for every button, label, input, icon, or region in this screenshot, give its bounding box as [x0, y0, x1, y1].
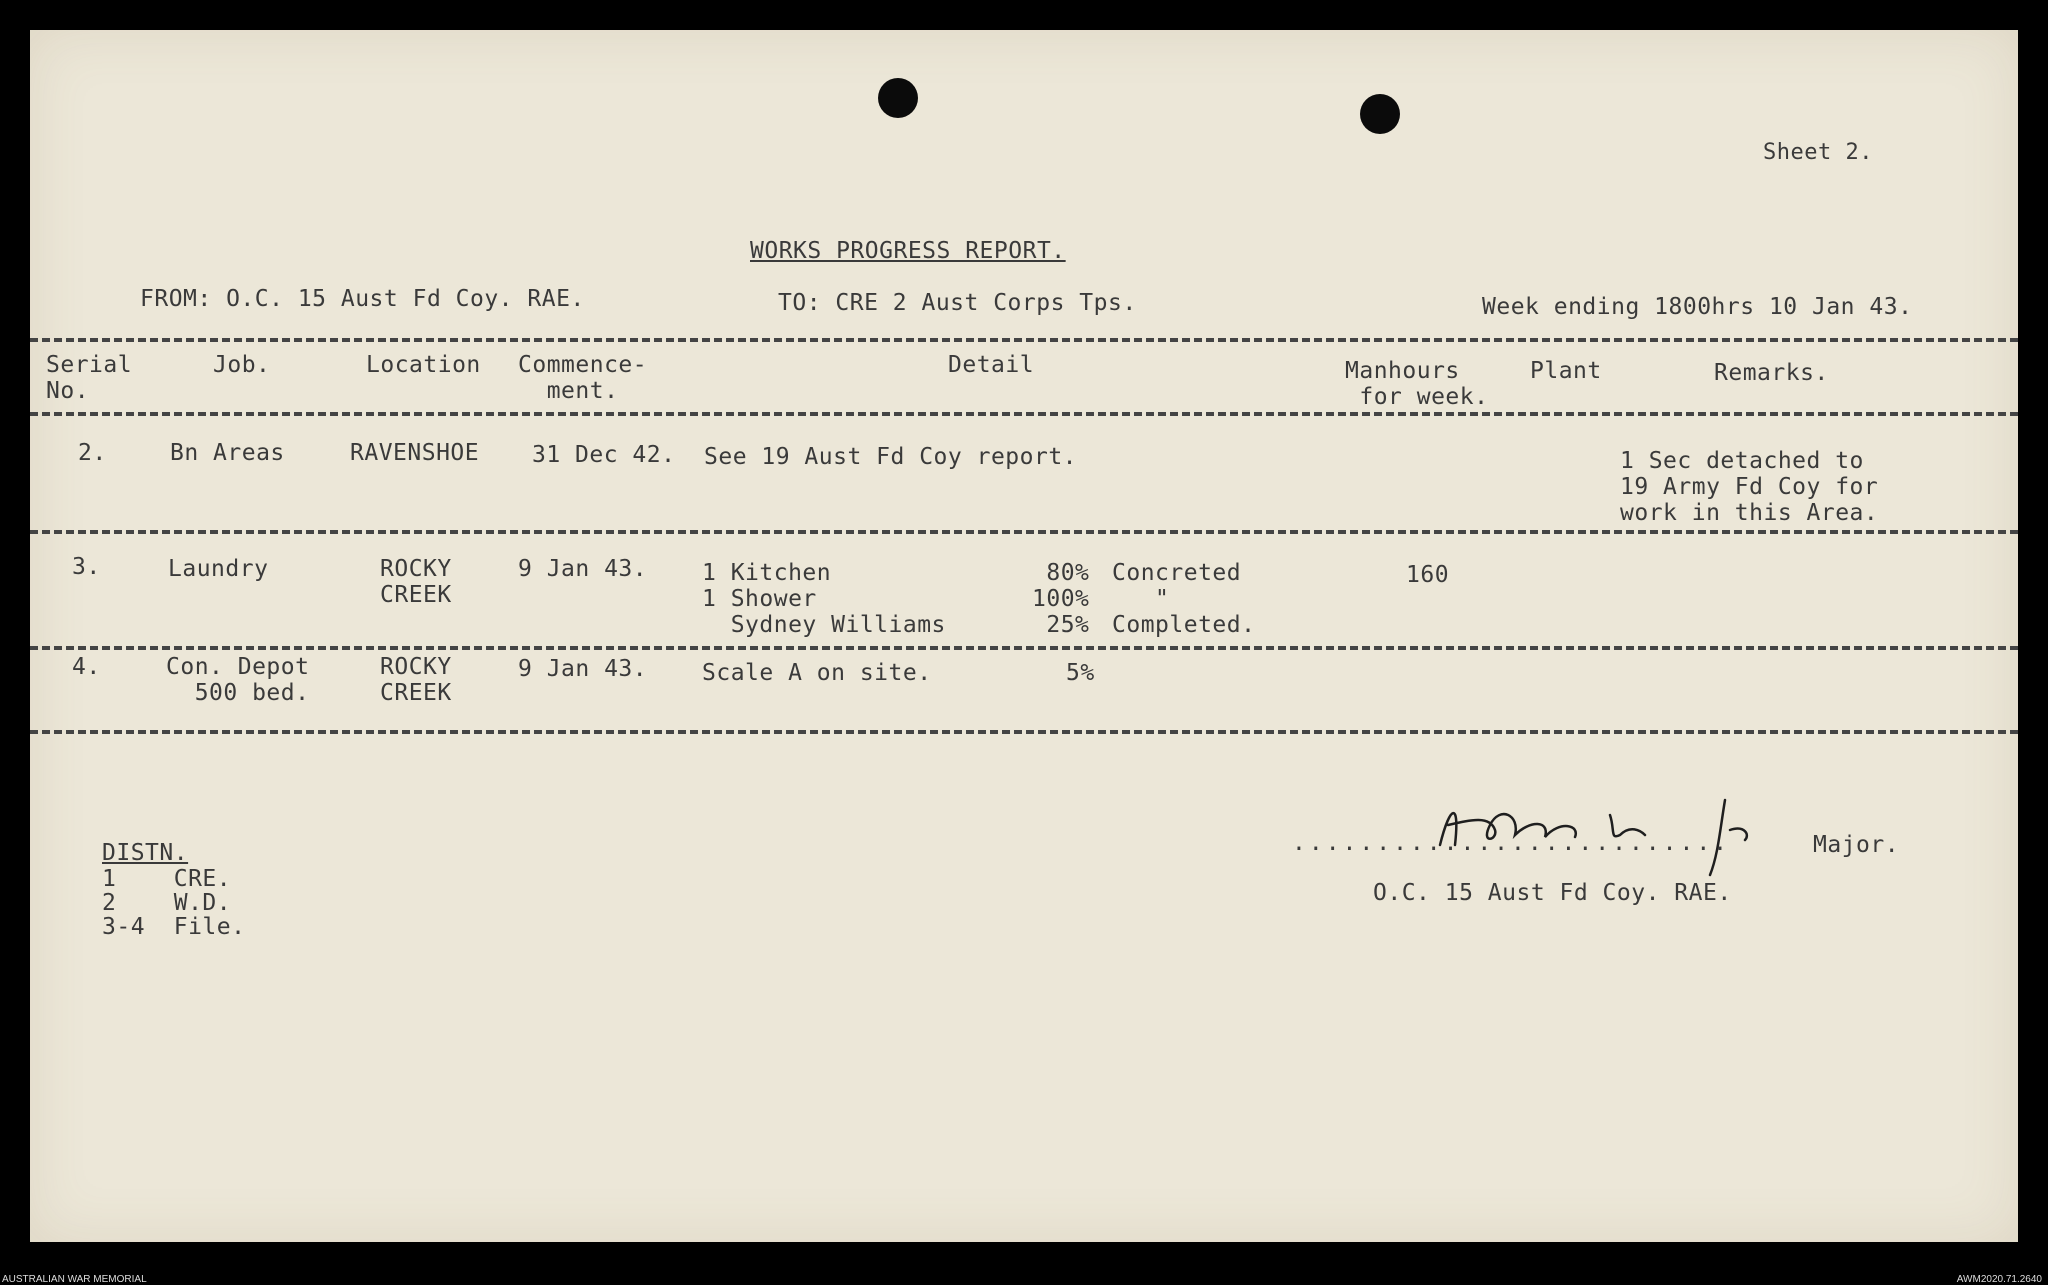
row-job: Con. Depot 500 bed. — [166, 654, 310, 706]
signature-rank: Major. — [1813, 832, 1900, 858]
col-commencement: Commence- ment. — [518, 352, 648, 404]
row-location: ROCKY CREEK — [380, 654, 452, 706]
signature-title: O.C. 15 Aust Fd Coy. RAE. — [1373, 880, 1732, 906]
report-title: WORKS PROGRESS REPORT. — [750, 238, 1066, 264]
col-plant: Plant — [1530, 358, 1602, 384]
col-manhours: Manhours for week. — [1345, 358, 1489, 410]
sheet-number: Sheet 2. — [1763, 140, 1873, 165]
signature-dots: .......................... — [1292, 830, 1731, 856]
distribution-heading: DISTN. — [102, 840, 189, 866]
row-status: Concreted " Completed. — [1112, 560, 1256, 638]
row-percent: 80% 100% 25% — [1032, 560, 1090, 638]
archive-footer-left: AUSTRALIAN WAR MEMORIAL — [2, 1274, 147, 1285]
row-job: Bn Areas — [170, 440, 285, 466]
row-detail: See 19 Aust Fd Coy report. — [704, 444, 1078, 470]
from-line: FROM: O.C. 15 Aust Fd Coy. RAE. — [140, 286, 585, 312]
row-serial: 4. — [72, 654, 101, 680]
col-location: Location — [366, 352, 481, 378]
distribution-line: 1 CRE. — [102, 866, 232, 892]
col-detail: Detail — [948, 352, 1035, 378]
row-location: ROCKY CREEK — [380, 556, 452, 608]
row-commencement: 31 Dec 42. — [532, 442, 676, 468]
punch-hole — [878, 78, 918, 118]
row-remarks: 1 Sec detached to 19 Army Fd Coy for work in this Area. — [1620, 448, 1879, 526]
header-bottom-rule — [30, 412, 2018, 416]
col-job: Job. — [213, 352, 271, 378]
row-detail: 1 Kitchen 1 Shower Sydney Williams — [702, 560, 946, 638]
archive-footer-right: AWM2020.71.2640 — [1956, 1274, 2042, 1285]
table-top-rule — [30, 338, 2018, 342]
row-rule — [30, 530, 2018, 534]
row-detail: Scale A on site. — [702, 660, 932, 686]
row-commencement: 9 Jan 43. — [518, 556, 648, 582]
punch-hole — [1360, 94, 1400, 134]
row-percent: 5% — [1066, 660, 1095, 686]
row-serial: 3. — [72, 554, 101, 580]
row-job: Laundry — [168, 556, 269, 582]
col-remarks: Remarks. — [1714, 360, 1829, 386]
row-serial: 2. — [78, 440, 107, 466]
row-commencement: 9 Jan 43. — [518, 656, 648, 682]
row-location: RAVENSHOE — [350, 440, 480, 466]
document-page — [30, 30, 2018, 1242]
row-rule — [30, 646, 2018, 650]
col-serial: Serial No. — [46, 352, 133, 404]
distribution-line: 2 W.D. — [102, 890, 232, 916]
distribution-line: 3-4 File. — [102, 914, 246, 940]
to-line: TO: CRE 2 Aust Corps Tps. — [778, 290, 1137, 316]
table-bottom-rule — [30, 730, 2018, 734]
week-ending: Week ending 1800hrs 10 Jan 43. — [1482, 294, 1913, 320]
row-manhours: 160 — [1406, 562, 1450, 588]
